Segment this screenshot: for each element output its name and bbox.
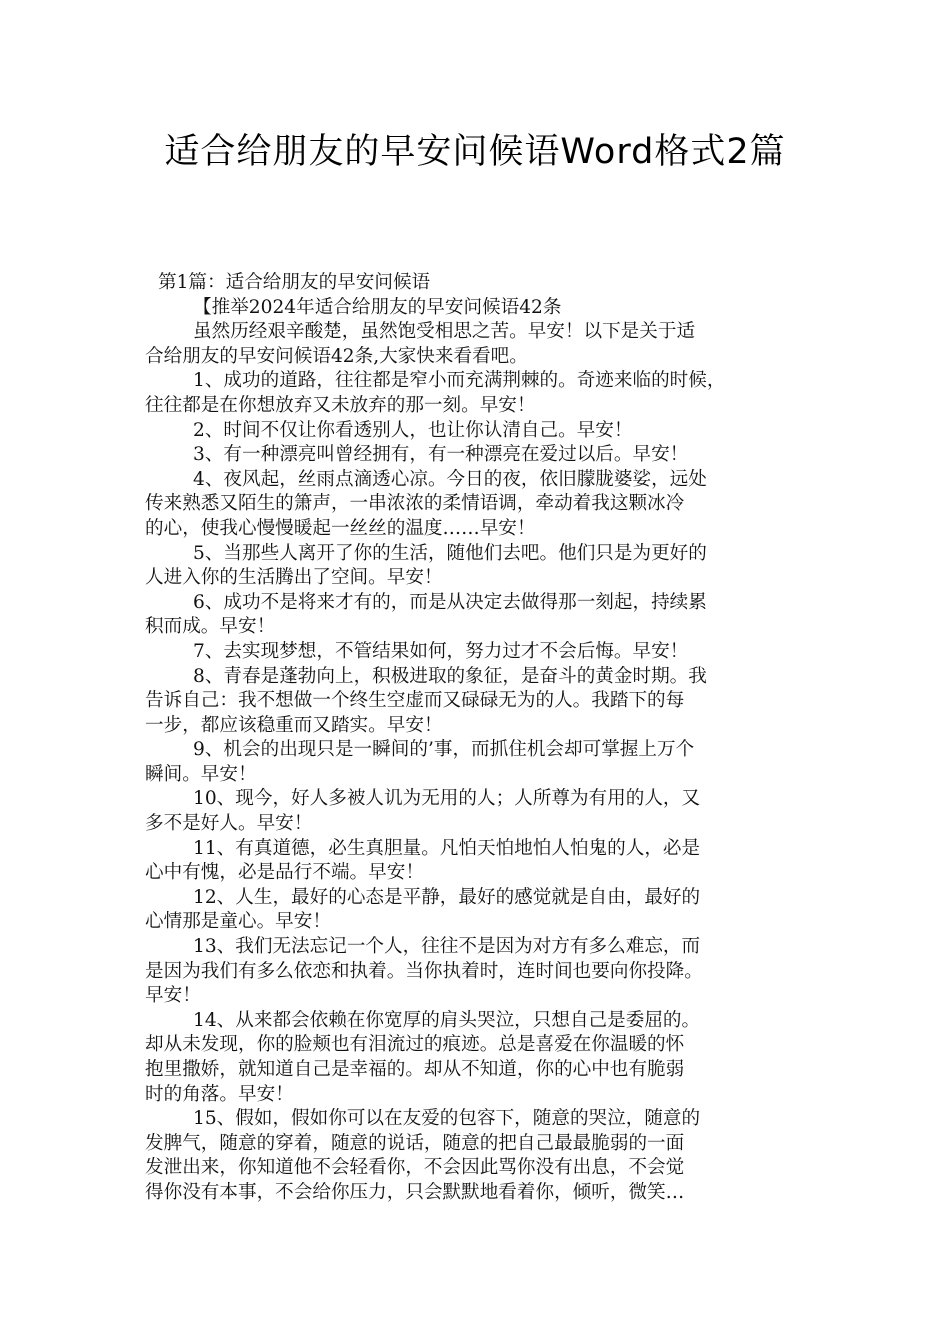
body-line: 3、有一种漂亮叫曾经拥有，有一种漂亮在爱过以后。早安！: [193, 444, 689, 466]
body-line: 多不是好人。早安！: [145, 813, 313, 835]
body-line: 7、去实现梦想，不管结果如何，努力过才不会后悔。早安！: [193, 640, 689, 662]
body-line: 虽然历经艰辛酸楚，虽然饱受相思之苦。早安！以下是关于适: [193, 321, 696, 343]
body-line: 心中有愧，必是品行不端。早安！: [145, 862, 424, 884]
document-title: 适合给朋友的早安问候语Word格式2篇: [164, 132, 786, 172]
body-line: 时的角落。早安！: [145, 1083, 294, 1105]
body-line: 发脾气，随意的穿着，随意的说话，随意的把自己最最脆弱的一面: [145, 1132, 685, 1154]
body-line: 12、人生，最好的心态是平静，最好的感觉就是自由，最好的: [193, 886, 701, 908]
body-line: 1、成功的道路，往往都是窄小而充满荆棘的。奇迹来临的时候，: [193, 370, 726, 392]
body-line: 人进入你的生活腾出了空间。早安！: [145, 567, 443, 589]
body-line: 瞬间。早安！: [145, 763, 257, 785]
body-line: 4、夜风起，丝雨点滴透心凉。今日的夜，依旧朦胧婆娑，远处: [193, 468, 707, 490]
body-line: 早安！: [145, 985, 201, 1007]
document-body: [145, 271, 835, 1206]
body-line: 6、成功不是将来才有的，而是从决定去做得那一刻起，持续累: [193, 591, 707, 613]
body-line: 往往都是在你想放弃又未放弃的那一刻。早安！: [145, 394, 536, 416]
body-line: 抱里撒娇，就知道自己是幸福的。却从不知道，你的心中也有脆弱: [145, 1059, 685, 1080]
body-line: 心情那是童心。早安！: [145, 911, 331, 933]
body-line: 却从未发现，你的脸颊也有泪流过的痕迹。总是喜爱在你温暖的怀: [145, 1034, 685, 1056]
body-line: 发泄出来，你知道他不会轻看你，不会因此骂你没有出息，不会觉: [145, 1157, 685, 1179]
body-line: 13、我们无法忘记一个人，往往不是因为对方有多么难忘，而: [193, 936, 701, 958]
body-line: 是因为我们有多么依恋和执着。当你执着时，连时间也要向你投降。: [145, 960, 703, 982]
body-line: 传来熟悉又陌生的箫声，一串浓浓的柔情语调，牵动着我这颗冰冷: [145, 493, 685, 515]
body-line: 5、当那些人离开了你的生活，随他们去吧。他们只是为更好的: [193, 542, 707, 564]
body-line: 8、青春是蓬勃向上，积极进取的象征，是奋斗的黄金时期。我: [193, 665, 707, 687]
body-line: 2、时间不仅让你看透别人，也让你认清自己。早安！: [193, 419, 633, 441]
body-line: 告诉自己：我不想做一个终生空虚而又碌碌无为的人。我踏下的每: [145, 690, 685, 712]
body-line: 15、假如，假如你可以在友爱的包容下，随意的哭泣，随意的: [193, 1108, 701, 1130]
body-line: 的心，使我心慢慢暖起一丝丝的温度……早安！: [145, 517, 536, 539]
body-line: 第1篇：适合给朋友的早安问候语: [158, 272, 431, 293]
body-line: 【推举2024年适合给朋友的早安问候语42条: [193, 296, 562, 318]
body-line: 积而成。早安！: [145, 616, 276, 638]
body-line: 11、有真道德，必生真胆量。凡怕天怕地怕人怕鬼的人，必是: [193, 837, 701, 859]
body-line: 一步，都应该稳重而又踏实。早安！: [145, 714, 443, 736]
body-line: 得你没有本事，不会给你压力，只会默默地看着你，倾听，微笑…: [145, 1181, 685, 1203]
body-line: 14、从来都会依赖在你宽厚的肩头哭泣，只想自己是委屈的。: [193, 1009, 701, 1031]
body-line: 10、现今，好人多被人讥为无用的人；人所尊为有用的人，又: [193, 788, 701, 810]
body-line: 合给朋友的早安问候语42条,大家快来看看吧。: [145, 345, 528, 367]
body-line: 9、机会的出现只是一瞬间的’事，而抓住机会却可掌握上万个: [193, 739, 695, 761]
